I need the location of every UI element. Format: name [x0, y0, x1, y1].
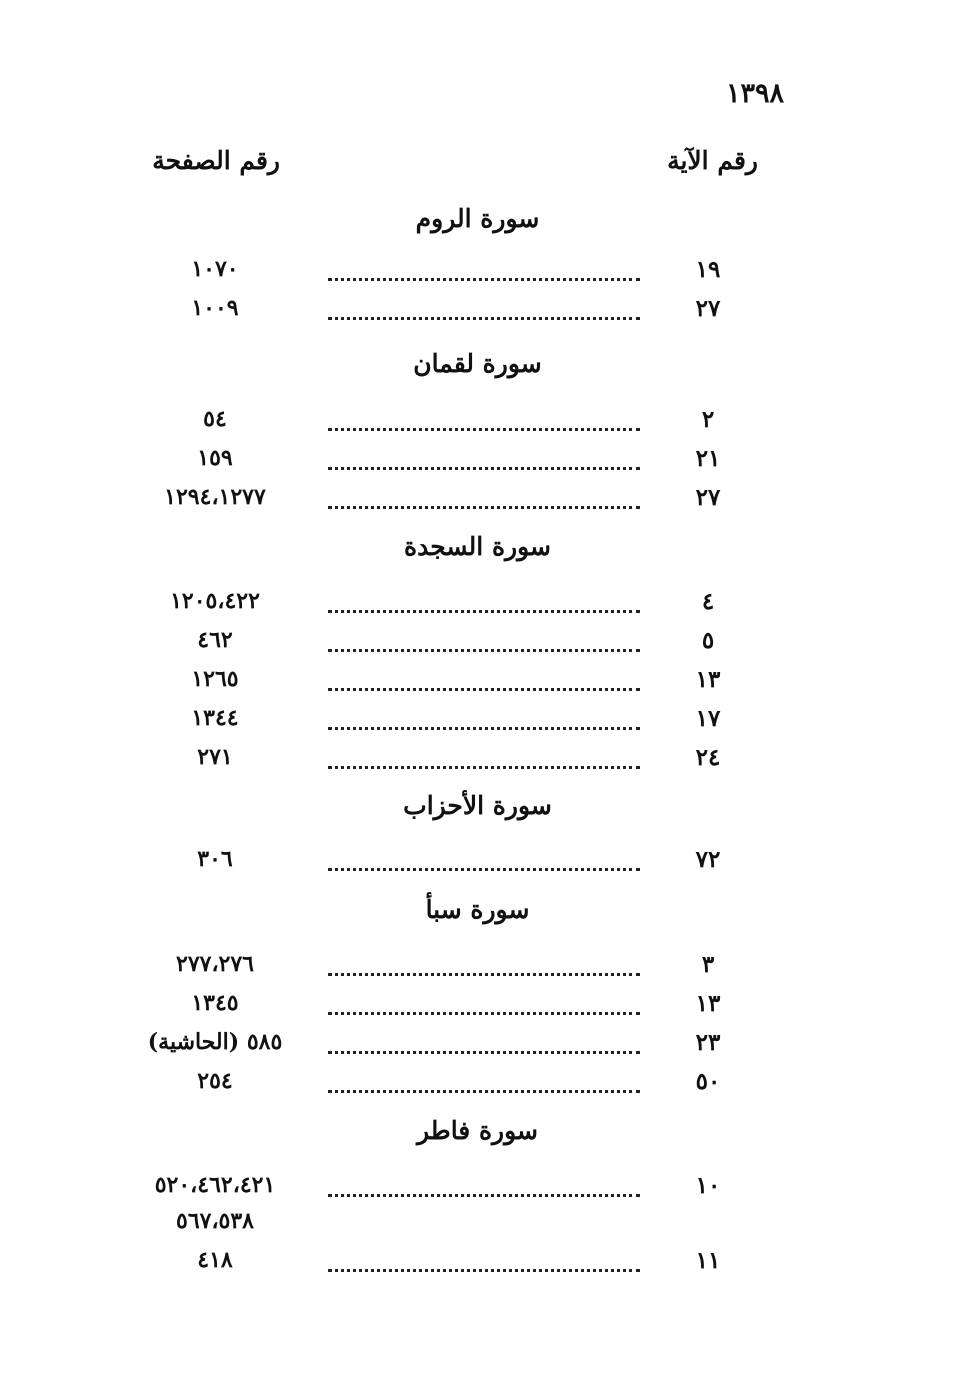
index-row	[0, 846, 955, 884]
page-references: ١٢٩٤،١٢٧٧	[164, 484, 266, 510]
dot-leader	[328, 973, 640, 976]
verse-number: ٥	[701, 627, 715, 654]
surah-title: سورة الروم	[415, 204, 540, 233]
dot-leader	[328, 278, 640, 281]
page-number: ١٣٩٨	[725, 78, 784, 109]
verse-number: ١٣	[695, 666, 721, 693]
index-row	[0, 990, 955, 1028]
page-references: ١٣٤٤	[191, 705, 239, 731]
surah-title: سورة الأحزاب	[403, 791, 552, 820]
dot-leader	[328, 688, 640, 691]
page-references: ١٠٧٠	[191, 256, 239, 282]
page-references: ٣٠٦	[197, 846, 233, 872]
verse-number: ٥٠	[695, 1068, 721, 1095]
page-references: ١٢٦٥	[191, 666, 239, 692]
verse-number: ٢١	[695, 445, 721, 472]
index-row	[0, 1172, 955, 1210]
verse-number: ٤	[701, 588, 715, 615]
verse-number: ١٠	[695, 1172, 721, 1199]
verse-number: ٢٧	[695, 295, 721, 322]
verse-number: ٢٤	[695, 744, 721, 771]
page-references: ٢٥٤	[197, 1068, 233, 1094]
page-number-header: رقم الصفحة	[152, 146, 280, 175]
index-row	[0, 445, 955, 483]
page-references: ١٣٤٥	[191, 990, 239, 1016]
verse-number: ١٩	[695, 256, 721, 283]
dot-leader	[328, 317, 640, 320]
verse-number-header: رقم الآية	[667, 146, 758, 175]
verse-number: ٢٧	[695, 484, 721, 511]
dot-leader	[328, 1012, 640, 1015]
page-references: ٥٨٥ (الحاشية)	[147, 1029, 283, 1055]
dot-leader	[328, 467, 640, 470]
dot-leader	[328, 610, 640, 613]
page-references: ٥٢٠،٤٦٢،٤٢١	[154, 1172, 276, 1198]
dot-leader	[328, 428, 640, 431]
page-references: ٥٦٧،٥٣٨	[176, 1208, 254, 1234]
verse-number: ١٣	[695, 990, 721, 1017]
dot-leader	[328, 1194, 640, 1197]
verse-number: ٧٢	[695, 846, 721, 873]
page-references: ١٥٩	[197, 445, 233, 471]
page-references: ٤١٨	[197, 1247, 233, 1273]
verse-number: ٣	[701, 951, 715, 978]
surah-title: سورة لقمان	[413, 349, 542, 378]
dot-leader	[328, 649, 640, 652]
dot-leader	[328, 1051, 640, 1054]
dot-leader	[328, 1269, 640, 1272]
index-row-continuation	[0, 1208, 955, 1246]
dot-leader	[328, 1090, 640, 1093]
dot-leader	[328, 766, 640, 769]
surah-title: سورة سبأ	[425, 895, 530, 924]
dot-leader	[328, 506, 640, 509]
index-row	[0, 666, 955, 704]
verse-number: ١٧	[695, 705, 721, 732]
index-row	[0, 705, 955, 743]
index-row	[0, 1068, 955, 1106]
surah-title: سورة السجدة	[404, 532, 551, 561]
dot-leader	[328, 727, 640, 730]
page-references: ٤٦٢	[197, 627, 233, 653]
surah-title: سورة فاطر	[417, 1116, 538, 1145]
dot-leader	[328, 868, 640, 871]
page-references: ١٠٠٩	[191, 295, 239, 321]
verse-number: ٢٣	[695, 1029, 721, 1056]
index-row	[0, 588, 955, 626]
verse-number: ١١	[695, 1247, 721, 1274]
page-references: ٢٧٧،٢٧٦	[176, 951, 254, 977]
index-row	[0, 744, 955, 782]
index-row	[0, 951, 955, 989]
page-references: ٥٤	[203, 406, 227, 432]
index-row	[0, 406, 955, 444]
page-references: ١٢٠٥،٤٢٢	[170, 588, 260, 614]
index-row	[0, 484, 955, 522]
verse-number: ٢	[701, 406, 715, 433]
index-row	[0, 295, 955, 333]
index-row	[0, 1029, 955, 1067]
index-row	[0, 256, 955, 294]
index-row	[0, 1247, 955, 1285]
page-references: ٢٧١	[197, 744, 233, 770]
index-row	[0, 627, 955, 665]
